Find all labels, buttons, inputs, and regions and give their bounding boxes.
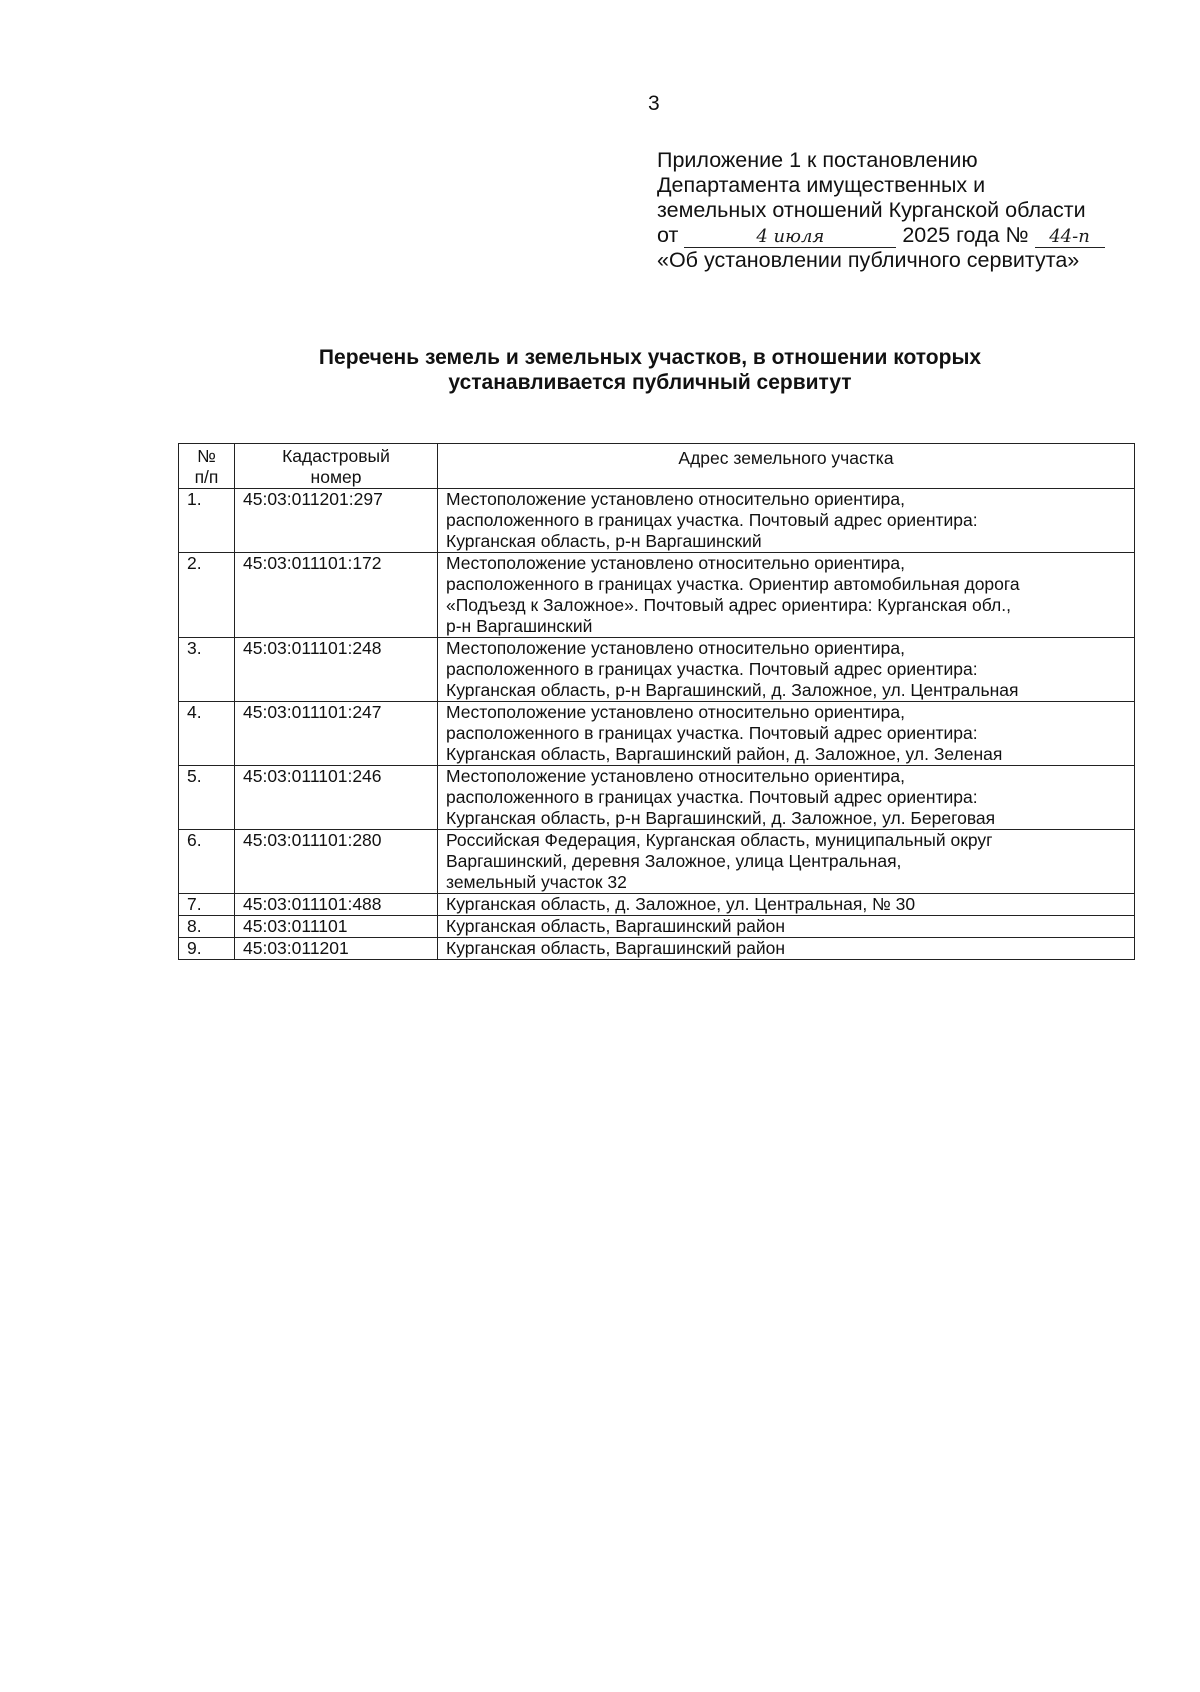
parcel-address <box>438 489 1135 553</box>
address-line: Курганская область, Варгашинский район <box>446 938 786 958</box>
address-line: расположенного в границах участка. Почтовый адрес ориентира: <box>446 659 978 679</box>
parcel-address <box>438 894 1135 916</box>
parcel-address <box>438 766 1135 830</box>
cadastral-number: 45:03:011101:488 <box>235 894 438 916</box>
appendix-date-line <box>657 223 1177 248</box>
address-line: Местоположение установлено относительно ориентира, <box>446 489 905 509</box>
table-row <box>179 489 1135 553</box>
document-title-line-1: Перечень земель и земельных участков, в отношении которых <box>318 346 982 369</box>
header-num <box>179 444 235 489</box>
row-number: 9. <box>179 938 235 960</box>
parcels-table <box>178 443 1135 960</box>
table-row <box>179 938 1135 960</box>
document-title-line-2: устанавливается публичный сервитут <box>448 371 852 394</box>
address-line: р-н Варгашинский <box>446 616 593 636</box>
document-title <box>170 345 1130 395</box>
row-number: 4. <box>179 702 235 766</box>
cadastral-number: 45:03:011101:172 <box>235 553 438 638</box>
address-line: Местоположение установлено относительно ориентира, <box>446 702 905 722</box>
table-row <box>179 702 1135 766</box>
cadastral-number: 45:03:011101:247 <box>235 702 438 766</box>
appendix-line-1: Приложение 1 к постановлению <box>657 148 978 172</box>
row-number: 5. <box>179 766 235 830</box>
address-line: расположенного в границах участка. Почтовый адрес ориентира: <box>446 723 978 743</box>
row-number: 1. <box>179 489 235 553</box>
table-row <box>179 830 1135 894</box>
parcel-address <box>438 830 1135 894</box>
header-cadastral <box>235 444 438 489</box>
row-number: 7. <box>179 894 235 916</box>
row-number: 3. <box>179 638 235 702</box>
header-cad-line-1: Кадастровый <box>282 446 390 466</box>
table-row <box>179 553 1135 638</box>
header-cad-line-2: номер <box>310 467 362 487</box>
header-address: Адрес земельного участка <box>438 444 1135 489</box>
table-header-row <box>179 444 1135 489</box>
cadastral-number: 45:03:011101:248 <box>235 638 438 702</box>
table-row <box>179 894 1135 916</box>
row-number: 2. <box>179 553 235 638</box>
parcel-address <box>438 916 1135 938</box>
table-row <box>179 638 1135 702</box>
table-body <box>179 489 1135 960</box>
parcel-address <box>438 938 1135 960</box>
address-line: Курганская область, р-н Варгашинский, д. Заложное, ул. Центральная <box>446 680 1019 700</box>
address-line: Местоположение установлено относительно ориентира, <box>446 638 905 658</box>
address-line: Курганская область, р-н Варгашинский, д. Заложное, ул. Береговая <box>446 808 996 828</box>
cadastral-number: 45:03:011101:246 <box>235 766 438 830</box>
parcel-address <box>438 553 1135 638</box>
year-text: 2025 года № <box>902 223 1029 247</box>
cadastral-number: 45:03:011201 <box>235 938 438 960</box>
address-line: расположенного в границах участка. Почтовый адрес ориентира: <box>446 510 978 530</box>
parcel-address <box>438 638 1135 702</box>
header-num-line-1: № <box>197 446 216 466</box>
address-line: Курганская область, д. Заложное, ул. Центральная, № 30 <box>446 894 916 914</box>
table-row <box>179 766 1135 830</box>
address-line: Местоположение установлено относительно ориентира, <box>446 766 905 786</box>
address-line: «Подъезд к Заложное». Почтовый адрес ориентира: Курганская обл., <box>446 595 1011 615</box>
header-num-line-2: п/п <box>194 467 219 487</box>
address-line: расположенного в границах участка. Ориентир автомобильная дорога <box>446 574 1020 594</box>
cadastral-number: 45:03:011101 <box>235 916 438 938</box>
appendix-line-2: Департамента имущественных и <box>657 173 986 197</box>
page-number: 3 <box>648 92 660 115</box>
address-line: Российская Федерация, Курганская область, муниципальный округ <box>446 830 993 850</box>
handwritten-number: 44-п <box>1035 227 1105 248</box>
handwritten-date: 4 июля <box>684 227 896 248</box>
appendix-header <box>657 148 1177 273</box>
address-line: земельный участок 32 <box>446 872 627 892</box>
table-row <box>179 916 1135 938</box>
address-line: расположенного в границах участка. Почтовый адрес ориентира: <box>446 787 978 807</box>
address-line: Местоположение установлено относительно ориентира, <box>446 553 905 573</box>
cadastral-number: 45:03:011201:297 <box>235 489 438 553</box>
cadastral-number: 45:03:011101:280 <box>235 830 438 894</box>
appendix-line-3: земельных отношений Курганской области <box>657 198 1086 222</box>
date-prefix: от <box>657 223 679 247</box>
address-line: Курганская область, р-н Варгашинский <box>446 531 762 551</box>
row-number: 6. <box>179 830 235 894</box>
row-number: 8. <box>179 916 235 938</box>
address-line: Курганская область, Варгашинский район, д. Заложное, ул. Зеленая <box>446 744 1003 764</box>
address-line: Курганская область, Варгашинский район <box>446 916 786 936</box>
appendix-line-5: «Об установлении публичного сервитута» <box>657 248 1080 272</box>
parcel-address <box>438 702 1135 766</box>
address-line: Варгашинский, деревня Заложное, улица Центральная, <box>446 851 902 871</box>
